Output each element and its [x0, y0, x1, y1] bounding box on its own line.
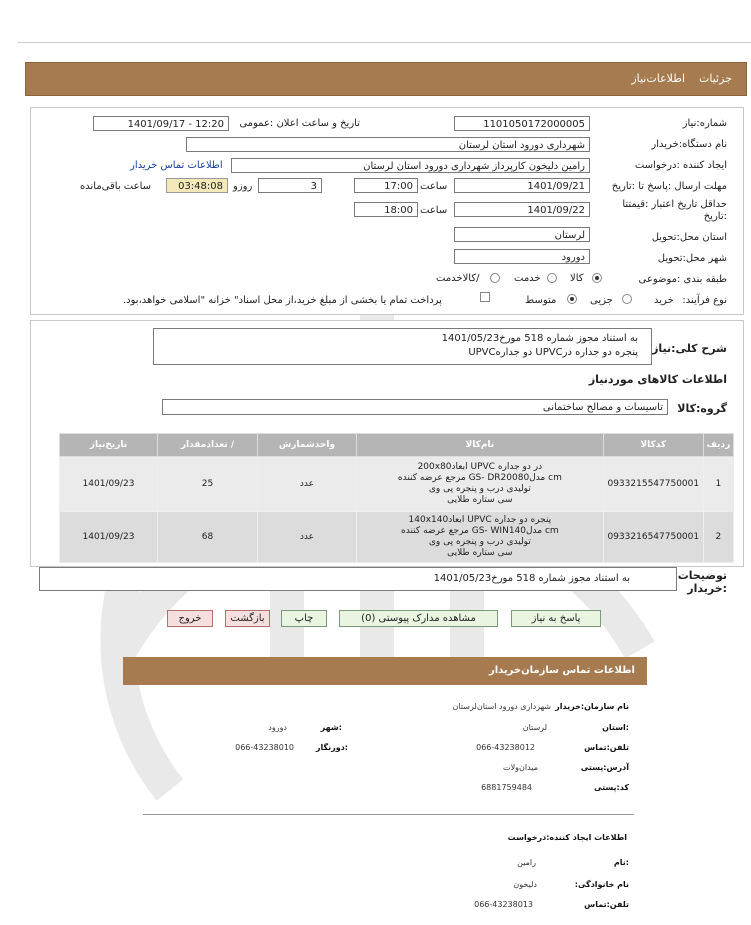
- province-contact-value: لرستان: [522, 723, 547, 732]
- validity-time-field: 18:00: [354, 202, 418, 217]
- city-field: دورود: [454, 249, 590, 264]
- buyer-label: نام دستگاه:خریدار: [651, 139, 727, 150]
- back-button[interactable]: بازگشت: [225, 610, 270, 627]
- requester-phone-label: تلفن:تماس: [584, 900, 629, 909]
- phone-value: 066-43238012: [476, 743, 535, 752]
- process-medium-label: متوسط: [525, 295, 557, 306]
- address-value: میدان‌ولات: [503, 763, 538, 772]
- category-goods-label: کالا: [570, 273, 584, 284]
- treasury-checkbox[interactable]: [480, 292, 490, 302]
- deadline-time-field: 17:00: [354, 178, 418, 193]
- deadline-time-label: ساعت: [420, 181, 448, 192]
- cell-code: 0933216547750001: [603, 512, 703, 563]
- page-header: [25, 62, 747, 96]
- table-row: [60, 512, 734, 563]
- province-label: استان محل:تحویل: [651, 232, 727, 243]
- goods-section-title: اطلاعات کالاهای موردنیاز: [588, 373, 727, 386]
- validity-label-2: :تاریخ: [703, 211, 727, 222]
- breadcrumb-info[interactable]: اطلاعات‌نیاز: [631, 72, 686, 85]
- process-partial-label: جزیی: [590, 295, 613, 306]
- deadline-label: مهلت ارسال :پاسخ تا :تاریخ: [611, 181, 727, 192]
- top-divider: [18, 42, 751, 43]
- exit-button[interactable]: خروج: [167, 610, 213, 627]
- reply-button[interactable]: پاسخ به نیاز: [511, 610, 601, 627]
- process-partial-radio[interactable]: [622, 294, 632, 304]
- category-goods-radio[interactable]: [592, 273, 602, 283]
- buyer-field: شهرداری دورود استان لرستان: [186, 137, 590, 152]
- address-label: آدرس:پستی: [580, 763, 629, 772]
- city-contact-value: دورود: [268, 723, 287, 732]
- summary-label: شرح کلی:نیاز: [652, 342, 727, 355]
- announce-label: تاریخ و ساعت اعلان :عمومی: [239, 118, 360, 129]
- name-label: :نام: [613, 858, 629, 867]
- cell-unit: عدد: [257, 457, 356, 512]
- city-contact-label: :شهر: [320, 723, 342, 732]
- cell-qty: 25: [157, 457, 257, 512]
- cell-code: 0933215547750001: [603, 457, 703, 512]
- cell-date: 1401/09/23: [60, 512, 158, 563]
- validity-time-label: ساعت: [420, 205, 448, 216]
- requester-title: اطلاعات ایجاد کننده:درخواست: [507, 833, 627, 842]
- postal-label: کد:پستی: [594, 783, 629, 792]
- family-value: دلیخون: [513, 880, 537, 889]
- validity-date-field: 1401/09/22: [454, 202, 590, 217]
- buyer-contact-link[interactable]: اطلاعات تماس خریدار: [130, 160, 223, 171]
- requester-phone-value: 066-43238013: [474, 900, 533, 909]
- contact-title: اطلاعات تماس سازمان‌خریدار: [488, 665, 635, 676]
- fax-label: :دورنگار: [315, 743, 348, 752]
- process-buy-label: خرید: [654, 295, 674, 306]
- col-code: کدکالا: [603, 434, 703, 457]
- col-name: نام‌کالا: [356, 434, 603, 457]
- city-label: شهر محل:تحویل: [657, 253, 727, 264]
- category-both-label: /کالاخدمت: [436, 273, 480, 284]
- announce-field: 1401/09/17 - 12:20: [93, 116, 229, 131]
- need-number-field: 1101050172000005: [454, 116, 590, 131]
- table-row: [60, 457, 734, 512]
- creator-label: ایجاد کننده :درخواست: [634, 160, 727, 171]
- buyer-notes-value: به استناد مجوز شماره 518 مورخ1401/05/23: [433, 573, 630, 584]
- name-value: رامین: [517, 858, 536, 867]
- goods-table: [59, 433, 734, 563]
- phone-label: تلفن:تماس: [584, 743, 629, 752]
- org-label: نام سازمان:خریدار: [555, 702, 629, 711]
- print-button[interactable]: چاپ: [281, 610, 327, 627]
- family-label: نام خانوادگی:: [574, 880, 629, 889]
- col-qty: / تعدادمقدار: [157, 434, 257, 457]
- days-field: 3: [258, 178, 322, 193]
- cell-row: 2: [703, 512, 733, 563]
- summary-line-2: پنجره دو جداره درUPVC دو جدارهUPVC: [468, 347, 638, 358]
- cell-date: 1401/09/23: [60, 457, 158, 512]
- process-medium-radio[interactable]: [567, 294, 577, 304]
- goods-group-label: گروه:کالا: [677, 402, 727, 415]
- province-contact-label: :استان: [602, 723, 629, 732]
- deadline-date-field: 1401/09/21: [454, 178, 590, 193]
- fax-value: 066-43238010: [235, 743, 294, 752]
- cell-name: پنجره دو جداره UPVC ابعاد140x140 cm مدلGS- WIN140 مرجع عرضه کننده تولیدی درب و پنجره پی وی سی ستاره طلایی: [356, 512, 603, 563]
- buyer-notes-label: توضیحات: [677, 569, 727, 582]
- contact-divider: [143, 814, 634, 815]
- payment-text: پرداخت تمام یا بخشی از مبلغ خرید،از محل اسناد" خزانه "اسلامی خواهد،بود.: [123, 295, 442, 306]
- days-label: روزو: [233, 181, 253, 192]
- category-label: طبقه بندی :موضوعی: [638, 274, 727, 285]
- postal-value: 6881759484: [481, 783, 532, 792]
- breadcrumb-details[interactable]: جزئیات: [699, 72, 732, 85]
- col-unit: واحدشمارش: [257, 434, 356, 457]
- category-service-radio[interactable]: [547, 273, 557, 283]
- summary-line-1: به استناد مجوز شماره 518 مورخ1401/05/23: [441, 333, 638, 344]
- cell-qty: 68: [157, 512, 257, 563]
- province-field: لرستان: [454, 227, 590, 242]
- remaining-time-field: 03:48:08: [166, 178, 228, 193]
- creator-field: رامین دلیخون کارپرداز شهرداری دورود استان لرستان: [231, 158, 590, 173]
- org-value: شهرداری دورود استان‌لرستان: [452, 702, 551, 711]
- goods-group-field: تاسیسات و مصالح ساختمانی: [162, 399, 668, 415]
- process-label: نوع فرآیند:: [682, 295, 727, 306]
- cell-row: 1: [703, 457, 733, 512]
- col-date: تاریخ‌نیاز: [60, 434, 158, 457]
- category-both-radio[interactable]: [490, 273, 500, 283]
- remaining-label: ساعت باقی‌مانده: [80, 181, 152, 192]
- cell-unit: عدد: [257, 512, 356, 563]
- validity-label: حداقل تاریخ اعتبار :قیمتتا: [622, 199, 727, 210]
- col-row: ردیف: [703, 434, 733, 457]
- buyer-notes-label-2: :خریدار: [687, 582, 727, 595]
- need-number-label: شماره:نیاز: [682, 118, 727, 129]
- cell-name: در دو جداره UPVC ابعاد200x80 cm مدلGS- DR20080 مرجع عرضه کننده تولیدی درب و پنجره پی وی سی ستاره طلایی: [356, 457, 603, 512]
- attachments-button[interactable]: مشاهده مدارک پیوستی (0): [339, 610, 498, 627]
- category-service-label: خدمت: [514, 273, 541, 284]
- breadcrumb: [631, 72, 732, 85]
- contact-header: [123, 657, 647, 685]
